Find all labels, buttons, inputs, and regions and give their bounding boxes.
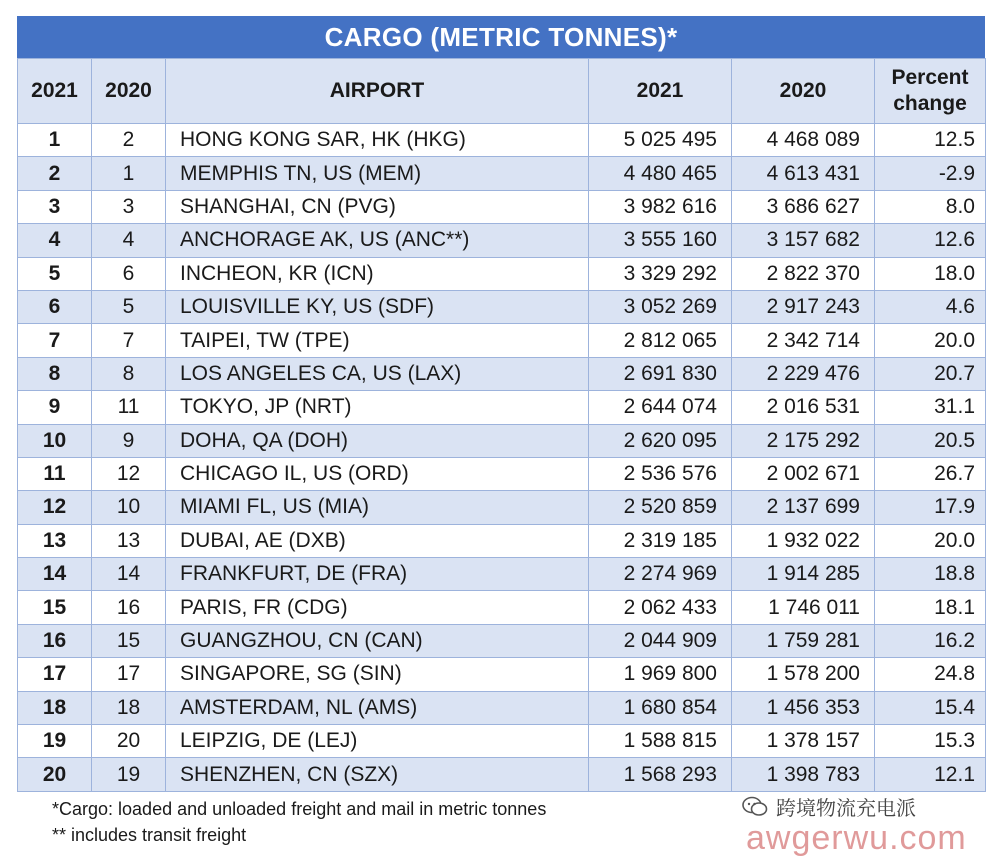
table-row	[18, 290, 986, 323]
cell-cargo-2020: 1 578 200	[732, 658, 875, 691]
cell-percent-change: 15.4	[875, 691, 986, 724]
cell-rank-2021: 11	[18, 457, 92, 490]
cell-percent-change: 20.0	[875, 324, 986, 357]
cell-rank-2020: 11	[92, 391, 166, 424]
table-row	[18, 357, 986, 390]
cell-airport: FRANKFURT, DE (FRA)	[166, 558, 589, 591]
header-cargo-2020: 2020	[732, 59, 875, 124]
cell-cargo-2021: 2 812 065	[589, 324, 732, 357]
cell-percent-change: 31.1	[875, 391, 986, 424]
cell-cargo-2021: 2 062 433	[589, 591, 732, 624]
cell-rank-2020: 2	[92, 124, 166, 157]
cell-percent-change: 18.8	[875, 558, 986, 591]
cell-cargo-2020: 2 822 370	[732, 257, 875, 290]
cell-rank-2021: 8	[18, 357, 92, 390]
cell-cargo-2020: 1 932 022	[732, 524, 875, 557]
table-row	[18, 457, 986, 490]
cell-cargo-2020: 3 686 627	[732, 190, 875, 223]
cell-cargo-2021: 2 319 185	[589, 524, 732, 557]
table-row	[18, 124, 986, 157]
cell-cargo-2021: 2 691 830	[589, 357, 732, 390]
cell-rank-2021: 2	[18, 157, 92, 190]
table-row	[18, 491, 986, 524]
footnotes	[52, 796, 546, 848]
cell-cargo-2020: 2 917 243	[732, 290, 875, 323]
cell-airport: MIAMI FL, US (MIA)	[166, 491, 589, 524]
cell-rank-2020: 6	[92, 257, 166, 290]
cell-rank-2021: 17	[18, 658, 92, 691]
cell-cargo-2021: 2 620 095	[589, 424, 732, 457]
cell-cargo-2020: 2 016 531	[732, 391, 875, 424]
cell-airport: ANCHORAGE AK, US (ANC**)	[166, 224, 589, 257]
watermark	[742, 792, 982, 858]
cell-cargo-2020: 1 746 011	[732, 591, 875, 624]
cell-cargo-2020: 1 398 783	[732, 758, 875, 791]
cell-rank-2021: 5	[18, 257, 92, 290]
cell-rank-2021: 15	[18, 591, 92, 624]
cell-airport: LOUISVILLE KY, US (SDF)	[166, 290, 589, 323]
cell-airport: DOHA, QA (DOH)	[166, 424, 589, 457]
cell-rank-2020: 4	[92, 224, 166, 257]
cell-cargo-2020: 1 759 281	[732, 624, 875, 657]
cell-rank-2020: 5	[92, 290, 166, 323]
cell-airport: AMSTERDAM, NL (AMS)	[166, 691, 589, 724]
cell-rank-2020: 16	[92, 591, 166, 624]
cell-rank-2021: 6	[18, 290, 92, 323]
cell-airport: SHENZHEN, CN (SZX)	[166, 758, 589, 791]
cell-airport: INCHEON, KR (ICN)	[166, 257, 589, 290]
cell-airport: HONG KONG SAR, HK (HKG)	[166, 124, 589, 157]
cell-rank-2021: 16	[18, 624, 92, 657]
cell-percent-change: 18.0	[875, 257, 986, 290]
table-row	[18, 691, 986, 724]
cell-airport: TOKYO, JP (NRT)	[166, 391, 589, 424]
cell-percent-change: 17.9	[875, 491, 986, 524]
cell-percent-change: 12.1	[875, 758, 986, 791]
cell-cargo-2021: 1 969 800	[589, 658, 732, 691]
cell-rank-2020: 12	[92, 457, 166, 490]
cell-percent-change: 15.3	[875, 725, 986, 758]
header-percent-change	[875, 59, 986, 124]
cell-cargo-2020: 2 002 671	[732, 457, 875, 490]
cell-cargo-2020: 1 914 285	[732, 558, 875, 591]
header-airport: AIRPORT	[166, 59, 589, 124]
cell-airport: LOS ANGELES CA, US (LAX)	[166, 357, 589, 390]
cell-airport: SINGAPORE, SG (SIN)	[166, 658, 589, 691]
cell-rank-2020: 15	[92, 624, 166, 657]
cell-cargo-2021: 2 520 859	[589, 491, 732, 524]
table-row	[18, 257, 986, 290]
cargo-ranking-table	[17, 58, 986, 792]
cell-rank-2020: 9	[92, 424, 166, 457]
table-title: CARGO (METRIC TONNES)*	[17, 16, 985, 58]
table-row	[18, 157, 986, 190]
cell-airport: CHICAGO IL, US (ORD)	[166, 457, 589, 490]
cell-cargo-2021: 2 044 909	[589, 624, 732, 657]
cell-cargo-2020: 4 613 431	[732, 157, 875, 190]
cell-rank-2020: 13	[92, 524, 166, 557]
header-cargo-2021: 2021	[589, 59, 732, 124]
header-percent-line2: change	[893, 92, 967, 115]
cell-rank-2020: 10	[92, 491, 166, 524]
cell-airport: MEMPHIS TN, US (MEM)	[166, 157, 589, 190]
cell-rank-2020: 20	[92, 725, 166, 758]
table-row	[18, 758, 986, 791]
cell-percent-change: 18.1	[875, 591, 986, 624]
watermark-channel-name: 跨境物流充电派	[776, 798, 916, 820]
cell-rank-2021: 18	[18, 691, 92, 724]
table-row	[18, 624, 986, 657]
table-row	[18, 591, 986, 624]
cell-airport: SHANGHAI, CN (PVG)	[166, 190, 589, 223]
cell-cargo-2021: 1 680 854	[589, 691, 732, 724]
cell-cargo-2020: 1 456 353	[732, 691, 875, 724]
cell-cargo-2021: 3 982 616	[589, 190, 732, 223]
table-row	[18, 224, 986, 257]
table-row	[18, 391, 986, 424]
cell-percent-change: 12.5	[875, 124, 986, 157]
cell-percent-change: 26.7	[875, 457, 986, 490]
table-row	[18, 190, 986, 223]
cell-percent-change: 4.6	[875, 290, 986, 323]
cell-airport: DUBAI, AE (DXB)	[166, 524, 589, 557]
table-row	[18, 725, 986, 758]
cell-cargo-2021: 4 480 465	[589, 157, 732, 190]
cell-percent-change: -2.9	[875, 157, 986, 190]
cell-rank-2021: 4	[18, 224, 92, 257]
cell-rank-2020: 8	[92, 357, 166, 390]
cell-cargo-2020: 2 229 476	[732, 357, 875, 390]
cell-cargo-2020: 2 137 699	[732, 491, 875, 524]
cell-airport: LEIPZIG, DE (LEJ)	[166, 725, 589, 758]
cell-percent-change: 24.8	[875, 658, 986, 691]
table-row	[18, 524, 986, 557]
cell-rank-2021: 13	[18, 524, 92, 557]
cell-percent-change: 20.7	[875, 357, 986, 390]
cell-airport: GUANGZHOU, CN (CAN)	[166, 624, 589, 657]
watermark-channel	[742, 792, 982, 821]
cell-rank-2020: 17	[92, 658, 166, 691]
table-body	[18, 124, 986, 792]
wechat-icon	[742, 796, 768, 818]
cell-rank-2021: 7	[18, 324, 92, 357]
cell-cargo-2020: 3 157 682	[732, 224, 875, 257]
cell-percent-change: 12.6	[875, 224, 986, 257]
cell-cargo-2020: 2 175 292	[732, 424, 875, 457]
table-row	[18, 558, 986, 591]
cargo-table-container	[17, 16, 985, 792]
cell-percent-change: 16.2	[875, 624, 986, 657]
cell-rank-2020: 14	[92, 558, 166, 591]
cell-cargo-2020: 2 342 714	[732, 324, 875, 357]
cell-rank-2020: 7	[92, 324, 166, 357]
footnote-cargo: *Cargo: loaded and unloaded freight and mail in metric tonnes	[52, 799, 547, 819]
cell-rank-2021: 1	[18, 124, 92, 157]
table-row	[18, 424, 986, 457]
cell-rank-2021: 10	[18, 424, 92, 457]
cell-percent-change: 20.0	[875, 524, 986, 557]
watermark-site: awgerwu.com	[746, 819, 967, 857]
cell-rank-2021: 3	[18, 190, 92, 223]
cell-rank-2020: 18	[92, 691, 166, 724]
cell-airport: TAIPEI, TW (TPE)	[166, 324, 589, 357]
cell-rank-2021: 9	[18, 391, 92, 424]
cell-cargo-2021: 3 052 269	[589, 290, 732, 323]
cell-airport: PARIS, FR (CDG)	[166, 591, 589, 624]
cell-rank-2020: 1	[92, 157, 166, 190]
cell-rank-2021: 14	[18, 558, 92, 591]
cell-cargo-2021: 5 025 495	[589, 124, 732, 157]
cell-percent-change: 20.5	[875, 424, 986, 457]
table-row	[18, 658, 986, 691]
cell-cargo-2021: 2 274 969	[589, 558, 732, 591]
header-rank-2020: 2020	[92, 59, 166, 124]
table-header-row	[18, 59, 986, 124]
cell-cargo-2020: 1 378 157	[732, 725, 875, 758]
cell-rank-2021: 20	[18, 758, 92, 791]
table-row	[18, 324, 986, 357]
cell-cargo-2021: 1 588 815	[589, 725, 732, 758]
cell-cargo-2021: 2 536 576	[589, 457, 732, 490]
header-percent-line1: Percent	[891, 66, 969, 89]
cell-rank-2021: 12	[18, 491, 92, 524]
footnote-transit: ** includes transit freight	[52, 825, 247, 845]
cell-rank-2021: 19	[18, 725, 92, 758]
cell-cargo-2020: 4 468 089	[732, 124, 875, 157]
cell-percent-change: 8.0	[875, 190, 986, 223]
cell-rank-2020: 3	[92, 190, 166, 223]
cell-cargo-2021: 3 555 160	[589, 224, 732, 257]
cell-cargo-2021: 1 568 293	[589, 758, 732, 791]
cell-rank-2020: 19	[92, 758, 166, 791]
header-rank-2021: 2021	[18, 59, 92, 124]
cell-cargo-2021: 3 329 292	[589, 257, 732, 290]
cell-cargo-2021: 2 644 074	[589, 391, 732, 424]
